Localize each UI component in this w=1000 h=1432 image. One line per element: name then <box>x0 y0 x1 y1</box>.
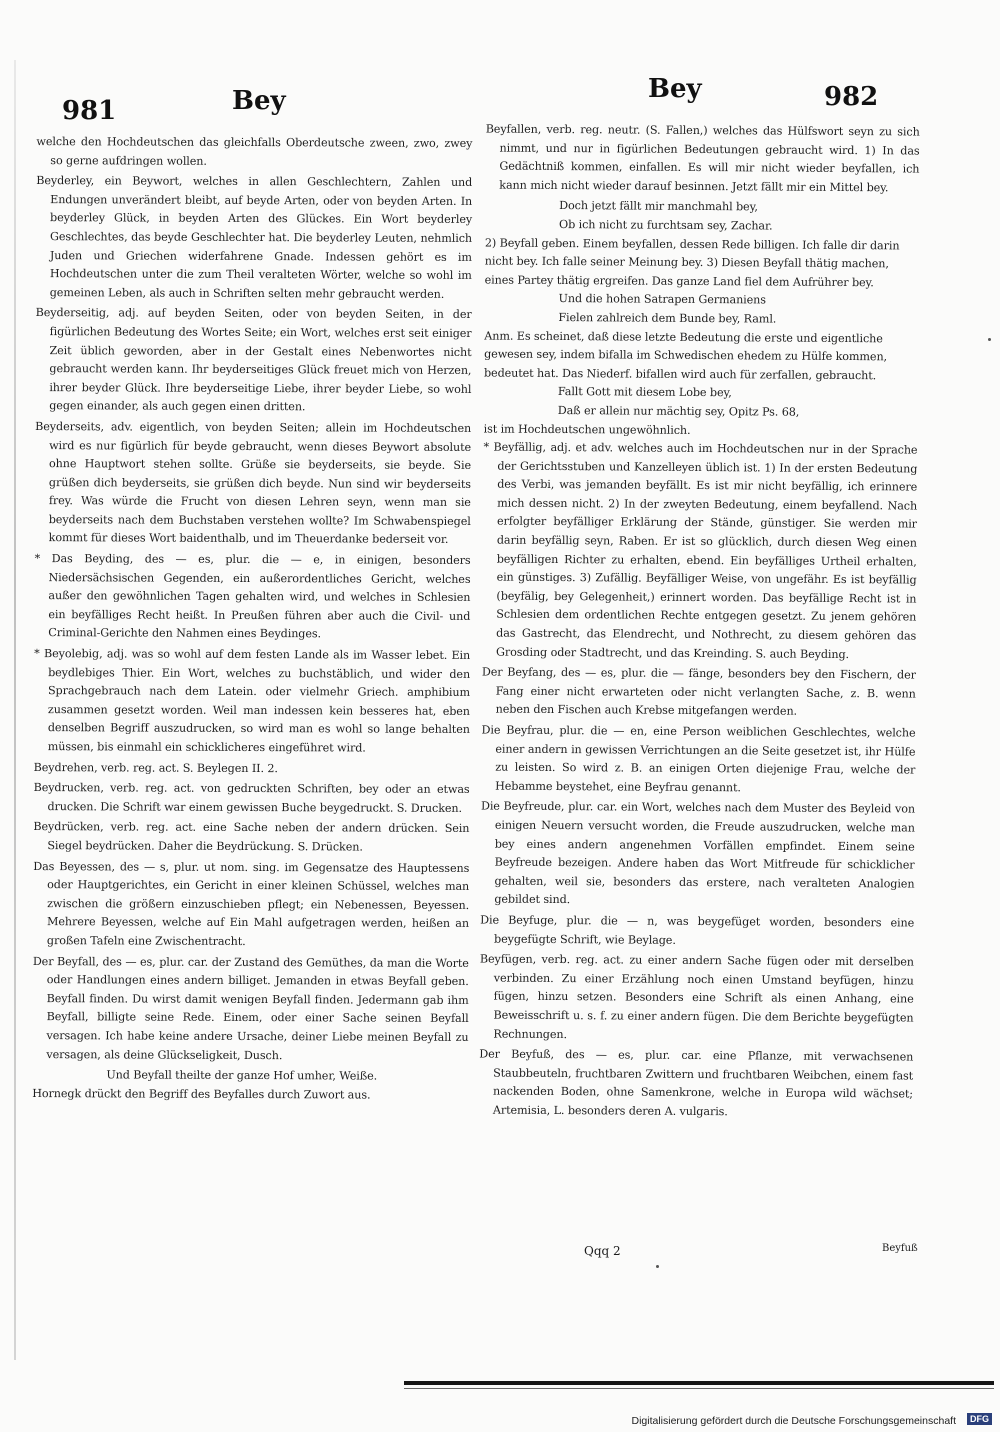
footer-rule <box>404 1381 994 1385</box>
dictionary-entry: Beyfügen, verb. reg. act. zu einer andern Sache fügen oder mit derselben verbinden. Zu einer Erzählung noch einen Umstand beyfügen, hinzu fügen, hinzu setzen. Besonders eine Schrift als einen Anhang, eine Beweisschrift u. s. f. zu einer andern fügen. Die dem Berichte beygefügten Rechnungen. <box>479 952 914 1041</box>
paragraph: ist im Hochdeutschen ungewöhnlich. <box>483 422 691 437</box>
catchword: Beyfuß <box>882 1243 918 1254</box>
dictionary-entry: Der Beyfuß, des — es, plur. car. eine Pflanze, mit verwachsenen Staubbeuteln, fruchtbaren Zwittern und fruchtbaren Weibchen, einem fast nackenden Boden, ohne Samenkrone, welche in Europa wild wächset; Artemisia, L. besonders deren A. vulgaris. <box>479 1047 914 1119</box>
dfg-logo: DFG <box>967 1413 992 1425</box>
dictionary-entry: * Das Beyding, des — es, plur. die — e, in einigen, besonders Niedersächsischen Gegenden, ein außerordentliches Gericht, welches außer den gewöhnlichen Tagen gehalten wird, und welches in Schlesien ein beyfälliges Recht heißt. In Preußen führen aber auch die Civil- und Criminal-Gerichte den Nahmen eines Beydinges. <box>34 552 471 641</box>
footer-rule-thin <box>404 1388 994 1389</box>
verse-quote-line: Doch jetzt fällt mir manchmahl bey, <box>559 199 758 214</box>
dictionary-entry: Beydrehen, verb. reg. act. S. Beylegen II. 2. <box>33 760 278 775</box>
running-head-left: Bey <box>232 86 286 116</box>
scan-speck <box>656 1265 659 1268</box>
dictionary-entry: Die Beyfrau, plur. die — en, eine Person weiblichen Geschlechtes, welche einer andern in gewissen Verrichtungen an die Seite gesetzet ist, ihr Hülfe zu leisten. So wird z. B. an einigen Orten diejenige Frau, welche der Hebamme beystehet, eine Beyfrau genannt. <box>481 723 916 795</box>
verse-quote-line: Fallt Gott mit diesem Lobe bey, <box>557 385 732 400</box>
dictionary-entry: Beyderseits, adv. eigentlich, von beyden Seiten; allein im Hochdeutschen wird es nur figürlich für beyde gebraucht, wenn dieses Beywort absolute ohne Hauptwort stehen sollte. Grüße sie beyderseits, sie beyde. Sie grüßen dich beyderseits, sie grüßen dich beyde. Nun sind wir beyderseits frey. Was würde die Frucht von diesen Lehren seyn, wenn man sie beyderseits nach dem Buchstaben verstehen wollte? Im Schwabenspiegel kommt für dieses Wort baidenthalb, und im Theuerdanke bederseit vor. <box>35 419 472 547</box>
dictionary-entry: Das Beyessen, des — s, plur. ut nom. sing. im Gegensatze des Hauptessens oder Hauptgerichtes, ein Gericht in einer kleinen Schüssel, welches man zwischen die größern einzuschieben pflegt; ein Nebenessen, Beyessen. Mehrere Beyessen, welche auf Ein Mahl aufgetragen werden, heißen an großen Tafeln eine Zwischentracht. <box>33 859 470 948</box>
scan-speck <box>988 338 991 341</box>
verse-quote: Und Beyfall theilte der ganze Hof umher, Weiße. <box>106 1068 378 1083</box>
dictionary-entry: Der Beyfang, des — es, plur. die — fänge, besonders bey den Fischern, der Fang einer nicht erwarteten oder nicht verlangten Sache, z. B. wenn neben den Fischen auch Krebse mitgefangen werden. <box>481 665 916 719</box>
dictionary-entry: Die Beyfuge, plur. die — n, was beygefüget worden, besonders eine beygefügte Schrift, wie Beylage. <box>480 913 915 947</box>
page-number-left: 981 <box>62 96 117 126</box>
annotation-paragraph: Anm. Es scheinet, daß diese letzte Bedeutung die erste und eigentliche gewesen sey, indem bifalla im Schwedischen ehedem zu Hülfe kommen, bedeutet hat. Das Niederf. bifallen wird auch für zerfallen, gebraucht. <box>483 329 888 382</box>
closing-line: Hornegk drückt den Begriff des Beyfalles durch Zuwort aus. <box>32 1086 371 1102</box>
page-edge-shadow <box>14 60 16 1360</box>
dictionary-entry: Beydrucken, verb. reg. act. von gedruckten Schriften, bey oder an etwas drucken. Die Schrift war einem gewissen Buche beygedruckt. S. Drucken. <box>33 781 470 815</box>
dictionary-entry: Beyderseitig, adj. auf beyden Seiten, oder von beyden Seiten, in der figürlichen Bedeutung des Wortes Seite; ein Wort, welches erst seit einiger Zeit üblich geworden, aber in der Gestalt eines Nebenwortes nicht gebraucht werden kann. Ihr beyderseitiges Glück freuet mich von Herzen, ihrer beyder Glück. Ihre beyderseitige Liebe, ihrer beyder Liebe, so wohl gegen einander, als auch gegen einen dritten. <box>35 306 472 414</box>
dictionary-entry: Beyderley, ein Beywort, welches in allen Geschlechtern, Zahlen und Endungen unverändert bleibt, auf beyde Arten, oder von beyden Arten. In beyderley Glück, in beyden Arten des Glückes. Ein Wort beyderley Geschlechtes, das beyde Geschlechter hat. Die beyderley Leuten, nehmlich Juden und Griechen widerfahrene Gnade. Indessen gehört es im Hochdeutschen unter die zum Theil veralteten Wörter, welche so wohl im gemeinen Leben, als auch in Schriften selten mehr gebraucht werden. <box>36 174 473 301</box>
dictionary-entry: Der Beyfall, des — es, plur. car. der Zustand des Gemüthes, da man die Worte oder Handlungen eines andern billiget. Jemanden in etwas Beyfall geben. Beyfall finden. Du wirst damit wenigen Beyfall finden. Jedermann gab ihm Beyfall, billigte seine Rede. Einem, oder einer Sache seinen Beyfall versagen. Ich habe keine andere Ursache, deiner Liebe meinen Beyfall zu versagen, als deine Glückseligkeit, Dusch. <box>32 954 469 1062</box>
dictionary-entry: Beyfallen, verb. reg. neutr. (S. Fallen,) welches das Hülfswort seyn zu sich nimmt, und nur in figürlichen Bedeutungen gebraucht wird. 1) In das Gedächtniß kommen, einfallen. Es will mir nicht wieder beyfallen, ich kann mich nicht wieder darauf besinnen. Jetzt fällt mir ein Mittel bey. <box>485 122 920 195</box>
dictionary-entry: Die Beyfreude, plur. car. ein Wort, welches nach dem Muster des Beyleid von einigen Neuern versucht worden, die Freude auszudrucken, welche man bey eines andern angenehmen Vorfällen empfindet. Einem seine Beyfreude bezeigen. Andere haben das Wort Mitfreude für schicklicher gehalten, weil sie, besonders das erstere, nach veralteten Analogien gebildet sind. <box>480 799 916 907</box>
right-column <box>474 120 920 1203</box>
page-number-right: 982 <box>824 82 879 112</box>
running-head-right: Bey <box>648 74 702 104</box>
dictionary-entry: * Beyolebig, adj. was so wohl auf dem festen Lande als im Wasser lebet. Ein beydlebiges Thier. Ein Wort, welches zu buchstäblich, und wider den Sprachgebrauch nach dem Latein. oder vielmehr Griech. amphibium zusammen gesetzt worden. Weil man indessen kein besseres hat, eben denselben Begriff auszudrucken, so wird man es wohl so lange behalten müssen, bis einmahl ein schicklicheres eingeführet wird. <box>34 647 471 755</box>
digitization-credit: Digitalisierung gefördert durch die Deutsche Forschungsgemeinschaft <box>631 1415 956 1427</box>
dictionary-entry: welche den Hochdeutschen das gleichfalls Oberdeutsche zween, zwo, zwey so gerne aufdringen wollen. <box>36 135 473 168</box>
dictionary-entry: Beydrücken, verb. reg. act. eine Sache neben der andern drücken. Sein Siegel beydrücken. Daher die Beydrückung. S. Drücken. <box>33 820 470 854</box>
verse-quote-line: Ob ich nicht zu furchtsam sey, Zachar. <box>559 217 773 233</box>
dictionary-entry: * Beyfällig, adj. et adv. welches auch im Hochdeutschen nur in der Sprache der Gerichtsstuben und Kanzelleyen üblich ist. 1) In der ersten Bedeutung des Verbi, was jemanden beyfällt. Es ist mir nicht beyfällig, ich erinnere mich dessen nicht. 2) In der zweyten Bedeutung, einem beyfallend. Nach erfolgter beyfälliger Erklärung der Stände, günstiger. Sie werden mir darin beyfällig seyn, Raben. Er ist so glücklich, durch diesen Weg einen beyfälligen Richter zu erhalten, ebend. Ein beyfälliges Urtheil erhalten, ein günstiges. 3) Zufällig. Beyfälliger Weise, von ungefähr. Es ist beyfällig (beyfälig, bey Gelegenheit,) erinnert worden. Das beyfällige Recht ist in Schlesien dem ordentlichen Rechte entgegen gesetzt. Zu jenem gehören das Gastrecht, das Elendrecht, und Nothrecht, zu diesem gehören das Grosding oder Stadtrecht, und das Kreinding. S. auch Beyding. <box>483 440 918 661</box>
left-column <box>28 133 473 1255</box>
verse-quote-line: Und die hohen Satrapen Germaniens <box>558 292 767 307</box>
paragraph: 2) Beyfall geben. Einem beyfallen, dessen Rede billigen. Ich falle dir darin nicht bey. Ich falle seiner Meinung bey. 3) Diesen Beyfall thätig machen, eines Partey thätig ergreifen. Das ganze Land fiel dem Aufrührer bey. <box>484 236 900 289</box>
signature-mark: Qqq 2 <box>584 1244 621 1258</box>
verse-quote-line: Fielen zahlreich dem Bunde bey, Raml. <box>558 310 777 326</box>
verse-quote-line: Daß er allein nur mächtig sey, Opitz Ps. 68, <box>557 403 800 419</box>
